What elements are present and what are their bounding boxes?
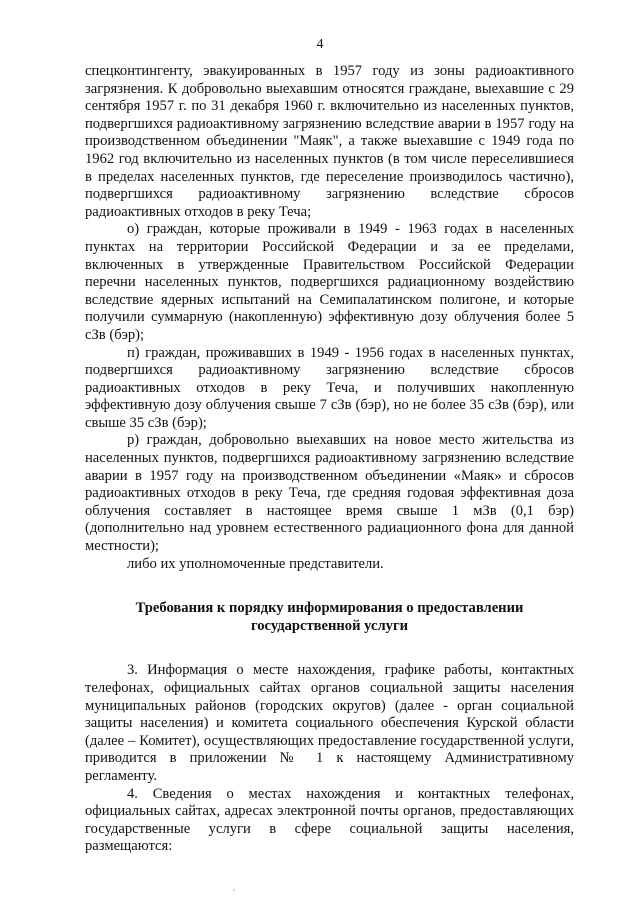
section-heading [85,600,574,635]
section-heading-line-1: Требования к порядку информирования о предоставлении [135,600,524,617]
document-body [85,63,574,856]
paragraph-item-r: р) граждан, добровольно выехавших на новое место жительства из населенных пунктов, подвергшихся радиоактивному загрязнению вследствие аварии в 1957 году на производственном объединении «Маяк» и сбросов радиоактивных отходов в реку Теча, где средняя годовая эффективная доза облучения составляет в настоящее время свыше 1 мЗв (0,1 бэр) (дополнительно над уровнем естественного радиационного фона для данной местности); [85,432,574,555]
paragraph-item-4: 4. Сведения о местах нахождения и контактных телефонах, официальных сайтах, адресах электронной почты органов, предоставляющих государственные услуги в сфере социальной защиты населения, размещаются: [85,785,574,855]
section-heading-line-2: государственной услуги [250,617,409,634]
paragraph-item-p: п) граждан, проживавших в 1949 - 1956 годах в населенных пунктах, подвергшихся радиоактивному загрязнению вследствие сбросов радиоактивных отходов в реку Теча, и получивших накопленную эффективную дозу облучения свыше 7 сЗв (бэр), но не более 35 сЗв (бэр), или свыше 35 сЗв (бэр); [85,344,574,431]
paragraph-representatives: либо их уполномоченные представители. [127,555,384,572]
scan-dot [233,889,235,891]
paragraph-item-o: о) граждан, которые проживали в 1949 - 1963 годах в населенных пунктах на территории Российской Федерации и за ее пределами, включенных в утвержденные Правительством Российской Федерации перечни населенных пунктов, подвергшихся радиационному воздействию вследствие ядерных испытаний на Семипалатинском полигоне, и которые получили суммарную (накопленную) эффективную дозу облучения более 5 сЗв (бэр); [85,221,574,343]
page-number: 4 [316,37,324,52]
paragraph-item-3: 3. Информация о месте нахождения, графике работы, контактных телефонах, официальных сайтах органов социальной защиты населения муниципальных районов (городских округов) (далее - орган социальной защиты населения) и комитета социального обеспечения Курской области (далее – Комитет), осуществляющих предоставление государственной услуги, приводится в приложении № 1 к настоящему Административному регламенту. [85,662,574,784]
paragraph-evacuated-continuation: спецконтингенту, эвакуированных в 1957 году из зоны радиоактивного загрязнения. К добровольно выехавшим относятся граждане, выехавшие с 29 сентября 1957 г. по 31 декабря 1960 г. включительно из населенных пунктов, подвергшихся радиоактивному загрязнению вследствие аварии в 1957 году на производственном объединении "Маяк", а также выехавшие с 1949 года по 1962 год включительно из населенных пунктов (в том числе переселившиеся в пределах населенных пунктов, где переселение производилось частично), подвергшихся радиоактивному загрязнению вследствие сбросов радиоактивных отходов в реку Теча; [85,63,574,220]
